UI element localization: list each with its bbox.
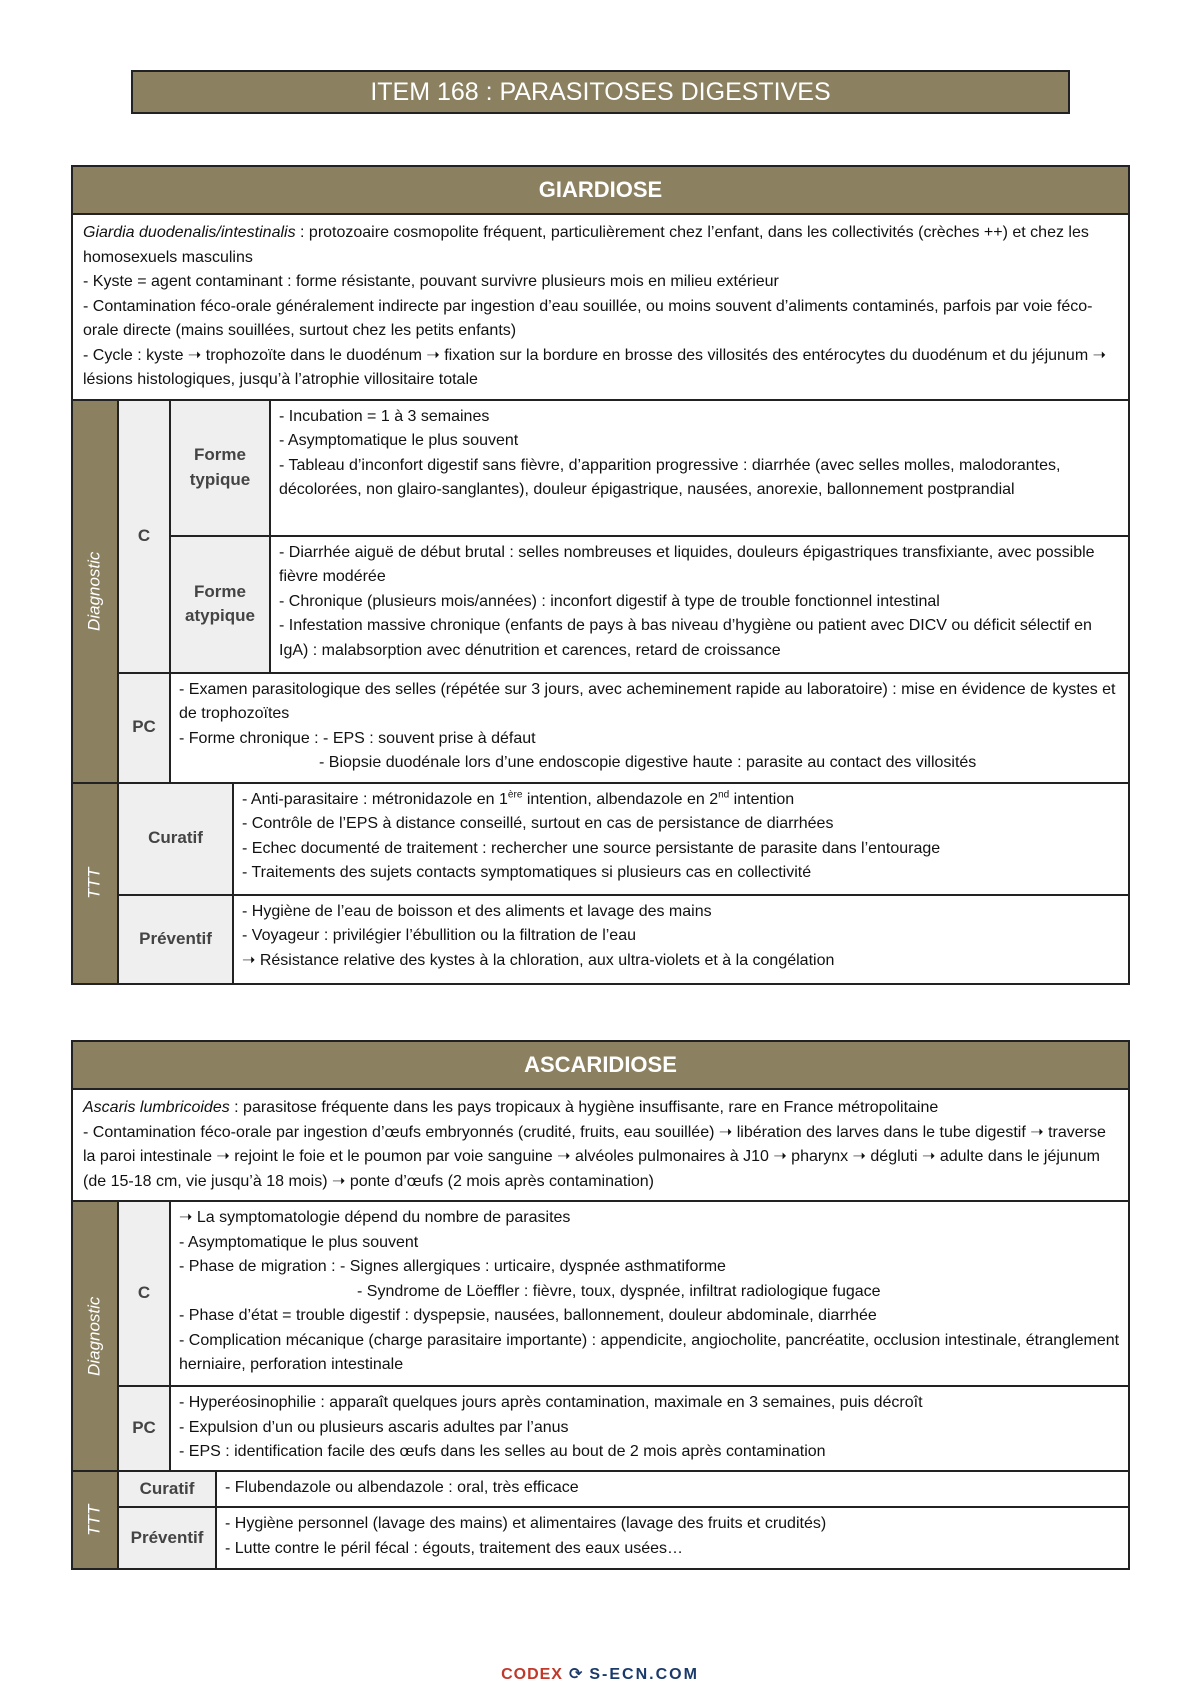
- ascaridiose-ttt-label: TTT: [73, 1472, 119, 1568]
- s-ecn-logo-icon: ⟳: [568, 1666, 584, 1683]
- ascaridiose-intro-rest: : parasitose fréquente dans les pays tropicaux à hygiène insuffisante, rare en France métropolitaine: [229, 1099, 939, 1116]
- ascaridiose-curatif-content: - Flubendazole ou albendazole : oral, très efficace: [217, 1472, 1128, 1508]
- giardiose-heading: GIARDIOSE: [73, 167, 1128, 215]
- giardiose-curatif-content: - Anti-parasitaire : métronidazole en 1ère intention, albendazole en 2nd intention - Contrôle de l’EPS à distance conseillé, surtout en cas de persistance de diarrhées - Echec documenté de traitement : rechercher une source persistante de parasite dans l’entourage - Traitements des sujets contacts symptomatiques si plusieurs cas en collectivité: [234, 784, 1128, 896]
- giardiose-forme-typique-content: - Incubation = 1 à 3 semaines - Asymptomatique le plus souvent - Tableau d’inconfort digestif sans fièvre, d’apparition progressive : diarrhée (avec selles molles, malodorantes, décolorées, non glairo-sanglantes), douleur épigastrique, nausées, anorexie, ballonnement postprandial: [271, 401, 1128, 537]
- giardiose-forme-atypique-label: Forme atypique: [171, 537, 271, 674]
- giardiose-forme-atypique-content: - Diarrhée aiguë de début brutal : selles nombreuses et liquides, douleurs épigastriques transfixiante, avec possible fièvre modérée - Chronique (plusieurs mois/années) : inconfort digestif à type de trouble fonctionnel intestinal - Infestation massive chronique (enfants de pays à bas niveau d’hygiène ou patient avec DICV ou déficit sélectif en IgA) : malabsorption avec dénutrition et carences, retard de croissance: [271, 537, 1128, 674]
- giardiose-ttt-label: TTT: [73, 784, 119, 983]
- giardiose-card: [71, 165, 1130, 985]
- giardiose-intro-line: - Cycle : kyste ➝ trophozoïte dans le duodénum ➝ fixation sur la bordure en brosse des villosités des entérocytes du duodénum et du jéjunum ➝ lésions histologiques, jusqu’à l’atrophie villositaire totale: [83, 346, 1106, 388]
- page-title: ITEM 168 : PARASITOSES DIGESTIVES: [131, 70, 1070, 114]
- ascaridiose-c-label: C: [119, 1202, 171, 1387]
- ascaridiose-intro-name: Ascaris lumbricoides: [83, 1099, 230, 1116]
- ascaridiose-intro: [73, 1090, 1128, 1202]
- giardiose-intro-line: - Kyste = agent contaminant : forme résistante, pouvant survivre plusieurs mois en milieu extérieur: [83, 273, 779, 290]
- ascaridiose-pc-content: - Hyperéosinophilie : apparaît quelques jours après contamination, maximale en 3 semaines, puis décroît - Expulsion d’un ou plusieurs ascaris adultes par l’anus - EPS : identification facile des œufs dans les selles au bout de 2 mois après contamination: [171, 1387, 1128, 1472]
- giardiose-diagnostic-label: Diagnostic: [73, 401, 119, 784]
- giardiose-intro-line: - Contamination féco-orale généralement indirecte par ingestion d’eau souillée, ou moins souvent d’aliments contaminés, parfois par voie féco-orale directe (mains souillées, surtout chez les petits enfants): [83, 297, 1093, 339]
- ascaridiose-diagnostic-label: Diagnostic: [73, 1202, 119, 1472]
- giardiose-preventif-content: - Hygiène de l’eau de boisson et des aliments et lavage des mains - Voyageur : privilégier l’ébullition ou la filtration de l’eau ➝ Résistance relative des kystes à la chloration, aux ultra-violets et à la congélation: [242, 902, 835, 969]
- ascaridiose-c-content: ➝ La symptomatologie dépend du nombre de parasites - Asymptomatique le plus souvent - Phase de migration : - Signes allergiques : urticaire, dyspnée asthmatiforme - Syndrome de Löeffler : fièvre, toux, dyspnée, infiltrat radiologique fugace - Phase d’état = trouble digestif : dyspepsie, nausées, ballonnement, douleur abdominale, diarrhée - Complication mécanique (charge parasitaire importante) : appendicite, angiocholite, pancréatite, occlusion intestinale, étranglement herniaire, perforation intestinale: [171, 1202, 1128, 1387]
- giardiose-forme-typique-label: Forme typique: [171, 401, 271, 537]
- ascaridiose-intro-line: - Contamination féco-orale par ingestion d’œufs embryonnés (crudité, fruits, eau souillée) ➝ libération des larves dans le tube digestif ➝ traverse la paroi intestinale ➝ rejoint le foie et le poumon par voie sanguine ➝ alvéoles pulmonaires à J10 ➝ pharynx ➝ dégluti ➝ adulte dans le jéjunum (de 15-18 cm, vie jusqu’à 18 mois) ➝ ponte d’œufs (2 mois après contamination): [83, 1123, 1106, 1190]
- giardiose-preventif-label: Préventif: [119, 896, 234, 983]
- giardiose-intro-rest: : protozoaire cosmopolite fréquent, particulièrement chez l’enfant, dans les collectivités (crèches ++) et chez les homosexuels masculins: [83, 224, 1089, 266]
- ascaridiose-preventif-content: - Hygiène personnel (lavage des mains) et alimentaires (lavage des fruits et crudités) - Lutte contre le péril fécal : égouts, traitement des eaux usées…: [225, 1515, 827, 1557]
- footer: [0, 1664, 1200, 1684]
- footer-codex: CODEX: [501, 1666, 563, 1683]
- giardiose-intro: [73, 215, 1128, 401]
- giardiose-pc-content: - Examen parasitologique des selles (répétée sur 3 jours, avec acheminement rapide au laboratoire) : mise en évidence de kystes et de trophozoïtes - Forme chronique : - EPS : souvent prise à défaut - Biopsie duodénale lors d’une endoscopie digestive haute : parasite au contact des villosités: [171, 674, 1128, 784]
- footer-site: S-ECN.COM: [589, 1666, 699, 1683]
- giardiose-c-label: C: [119, 401, 171, 674]
- ascaridiose-heading: ASCARIDIOSE: [73, 1042, 1128, 1090]
- ascaridiose-pc-label: PC: [119, 1387, 171, 1472]
- giardiose-curatif-label: Curatif: [119, 784, 234, 896]
- ascaridiose-preventif-label: Préventif: [119, 1508, 217, 1568]
- giardiose-pc-label: PC: [119, 674, 171, 784]
- ascaridiose-curatif-label: Curatif: [119, 1472, 217, 1508]
- ascaridiose-card: [71, 1040, 1130, 1570]
- giardiose-intro-name: Giardia duodenalis/intestinalis: [83, 224, 296, 241]
